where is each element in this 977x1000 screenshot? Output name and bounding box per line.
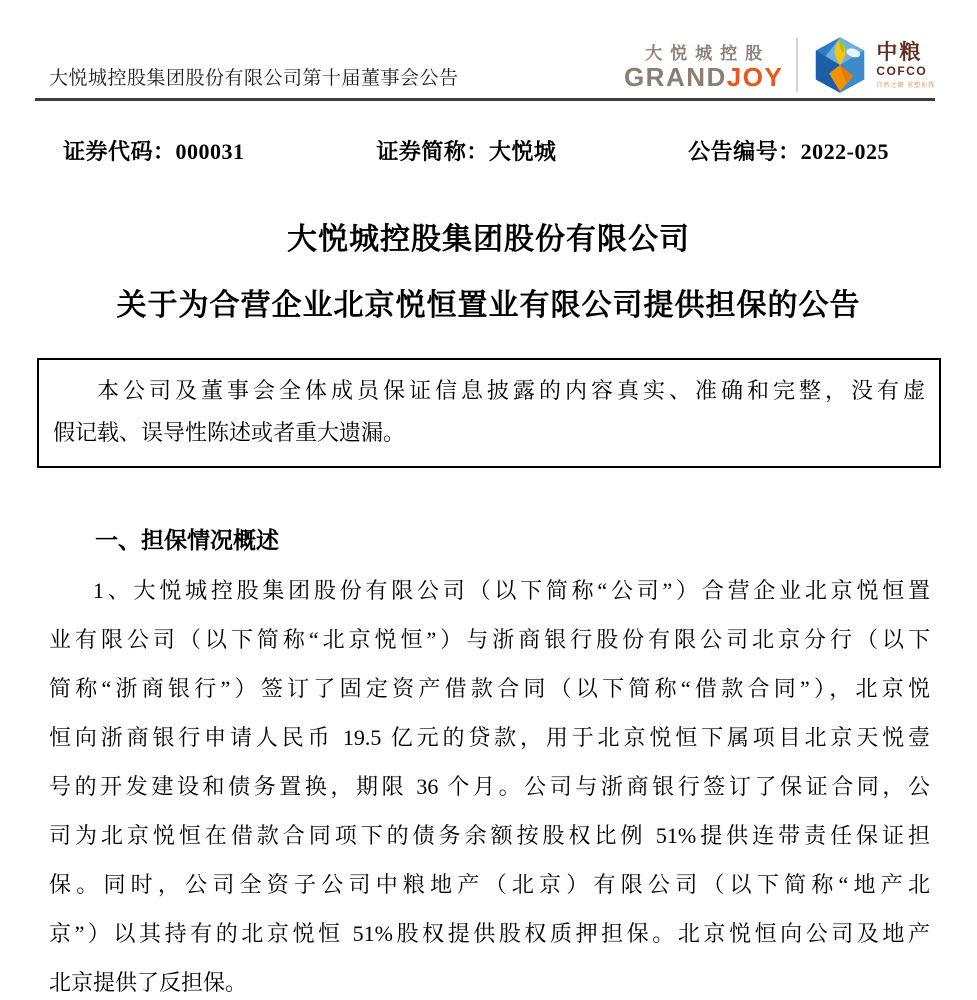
grandjoy-english-logotype <box>623 61 784 92</box>
paragraph-line: 京”）以其持有的北京悦恒 51%股权提供股权质押担保。北京悦恒向公司及地产 <box>49 921 930 946</box>
paragraph-line: 保。同时，公司全资子公司中粮地产（北京）有限公司（以下简称“地产北 <box>49 872 930 897</box>
announcement-subject-title: 关于为合营企业北京悦恒置业有限公司提供担保的公告 <box>116 289 861 322</box>
announcement-number-label: 公告编号：2022-025 <box>688 139 889 164</box>
paragraph-line: 业有限公司（以下简称“北京悦恒”）与浙商银行股份有限公司北京分行（以下 <box>49 627 930 652</box>
board-announcement-header: 大悦城控股集团股份有限公司第十届董事会公告 <box>49 68 459 89</box>
header-rule-line <box>35 98 935 101</box>
paragraph-line: 号的开发建设和债务置换，期限 36 个月。公司与浙商银行签订了保证合同，公 <box>49 774 930 799</box>
stock-name-label: 证券简称：大悦城 <box>376 139 557 164</box>
paragraph-line: 司为北京悦恒在借款合同项下的债务余额按股权比例 51%提供连带责任保证担 <box>49 823 930 848</box>
disclaimer-box <box>37 358 941 468</box>
cofco-english-logotype: COFCO <box>876 63 928 78</box>
paragraph-line: 1、大悦城控股集团股份有限公司（以下简称“公司”）合营企业北京悦恒置 <box>93 578 930 603</box>
cofco-chinese-logotype: 中粮 <box>876 40 923 64</box>
logo-block <box>624 36 935 96</box>
cofco-logotype <box>876 41 935 89</box>
disclaimer-line: 假记载、误导性陈述或者重大遗漏。 <box>53 420 406 445</box>
paragraph-line: 恒向浙商银行申请人民币 19.5 亿元的贷款，用于北京悦恒下属项目北京天悦壹 <box>49 725 930 750</box>
section-heading-guarantee-overview: 一、担保情况概述 <box>95 527 279 553</box>
paragraph-line: 北京提供了反担保。 <box>49 970 248 995</box>
cofco-cube-icon <box>811 36 869 94</box>
company-name-title: 大悦城控股集团股份有限公司 <box>287 223 690 256</box>
securities-meta-line <box>63 135 889 166</box>
body-paragraph <box>49 566 930 1000</box>
page-header <box>0 0 977 96</box>
paragraph-line: 简称“浙商银行”）签订了固定资产借款合同（以下简称“借款合同”），北京悦 <box>49 676 930 701</box>
cofco-tagline: 自然之源 重塑你我 <box>876 83 935 90</box>
stock-code-label: 证券代码：000031 <box>63 139 245 164</box>
disclaimer-line: 本公司及董事会全体成员保证信息披露的内容真实、准确和完整，没有虚 <box>97 378 925 403</box>
grandjoy-logotype-gray-part: GRAND <box>623 61 727 92</box>
logo-divider-line <box>796 38 798 92</box>
grandjoy-chinese-logotype: 大悦城控股 <box>645 43 771 63</box>
cofco-logo <box>811 36 935 94</box>
grandjoy-logo <box>624 39 783 91</box>
grandjoy-logotype-orange-part: JOY <box>726 61 784 92</box>
